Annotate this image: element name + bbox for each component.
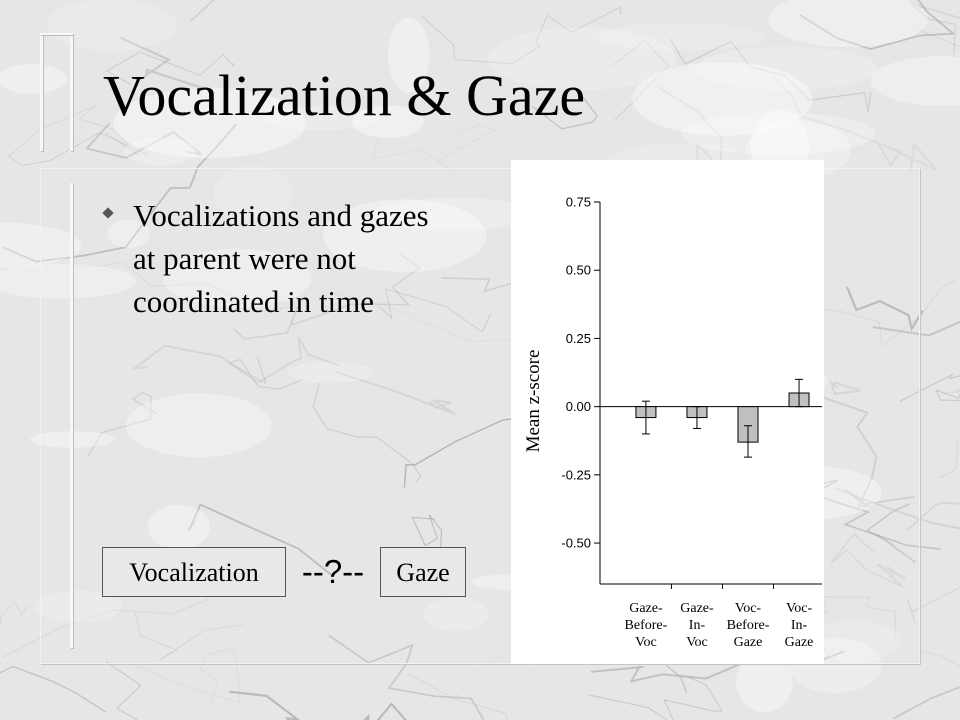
content-frame-bar: [70, 183, 73, 648]
flow-connector: --?--: [301, 553, 365, 590]
x-tick-label: Gaze-Before-Voc: [624, 601, 668, 650]
title-frame-top: [40, 33, 73, 35]
gaze-box: Gaze: [380, 547, 466, 597]
y-tick-label: -0.25: [561, 467, 591, 483]
chart-panel: [511, 160, 824, 664]
y-tick-label: 0.50: [565, 262, 591, 278]
bullet-text: Vocalizations and gazes at parent were not coordinated in time: [133, 198, 429, 319]
vocalization-box: Vocalization: [102, 547, 286, 597]
y-tick-label: -0.50: [561, 535, 591, 551]
bar-chart: [511, 160, 824, 664]
x-tick-label: Voc-In-Gaze: [784, 601, 814, 650]
x-tick-label: Gaze-In-Voc: [680, 601, 714, 650]
title-frame-bar-inner: [70, 33, 73, 151]
title-frame-bar: [40, 33, 43, 151]
y-tick-label: 0.25: [565, 330, 591, 346]
y-tick-label: 0.00: [565, 399, 591, 415]
slide-title: Vocalization & Gaze: [103, 63, 586, 128]
y-axis-label: Mean z-score: [523, 349, 544, 453]
y-tick-label: 0.75: [565, 194, 591, 210]
x-tick-label: Voc-Before-Gaze: [726, 601, 770, 650]
